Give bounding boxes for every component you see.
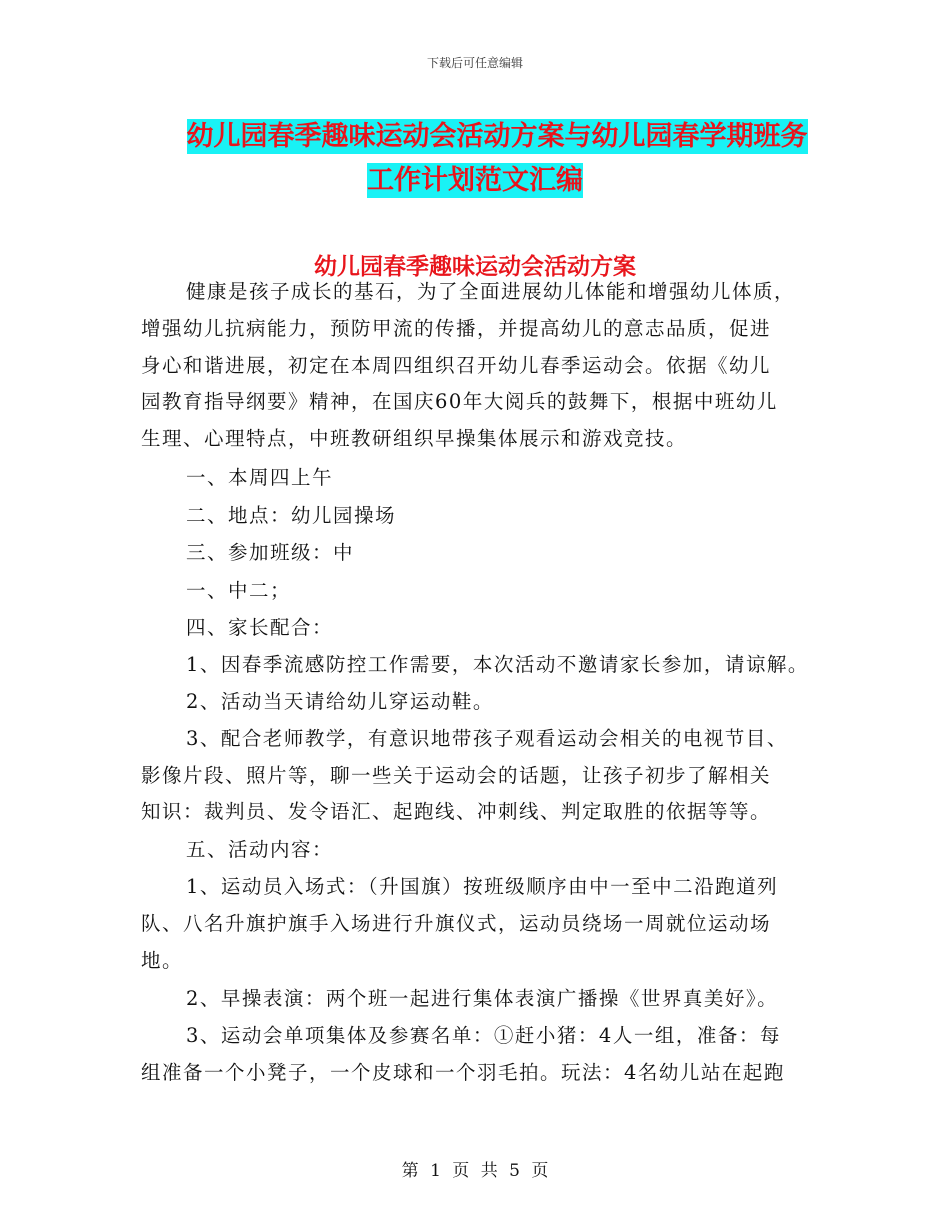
document-title-line-2 <box>0 158 950 197</box>
body-line-13: 3、配合老师教学，有意识地带孩子观看运动会相关的电视节目、 <box>186 727 788 750</box>
body-line-7: 二、地点：幼儿园操场 <box>186 504 397 527</box>
body-line-12: 2、活动当天请给幼儿穿运动鞋。 <box>186 690 494 713</box>
body-line-11: 1、因春季流感防控工作需要，本次活动不邀请家长参加，请谅解。 <box>186 653 809 676</box>
body-line-16: 五、活动内容： <box>186 838 334 861</box>
body-line-10: 四、家长配合： <box>186 616 334 639</box>
body-line-9: 一、中二； <box>186 579 292 602</box>
body-line-4: 园教育指导纲要》精神，在国庆60年大阅兵的鼓舞下，根据中班幼儿 <box>141 390 778 413</box>
body-line-8: 三、参加班级：中 <box>186 541 355 564</box>
body-line-1: 健康是孩子成长的基石，为了全面进展幼儿体能和增强幼儿体质， <box>186 280 796 303</box>
body-line-17: 1、运动员入场式：（升国旗）按班级顺序由中一至中二沿跑道列 <box>186 875 779 898</box>
body-line-14: 影像片段、照片等，聊一些关于运动会的话题，让孩子初步了解相关 <box>141 764 772 787</box>
header-note: 下载后可任意编辑 <box>426 56 523 70</box>
body-line-15: 知识：裁判员、发令语汇、起跑线、冲刺线、判定取胜的依据等等。 <box>141 800 772 823</box>
body-line-6: 一、本周四上午 <box>186 466 334 489</box>
body-line-2: 增强幼儿抗病能力，预防甲流的传播，并提高幼儿的意志品质，促进 <box>141 317 772 340</box>
page-footer: 第 1 页 共 5 页 <box>401 1161 549 1181</box>
body-line-5: 生理、心理特点，中班教研组织早操集体展示和游戏竞技。 <box>141 427 688 450</box>
document-title-line-1 <box>22 114 950 153</box>
section-title: 幼儿园春季趣味运动会活动方案 <box>314 254 636 280</box>
body-line-22: 组准备一个小凳子，一个皮球和一个羽毛拍。玩法：4名幼儿站在起跑 <box>141 1061 785 1084</box>
body-line-21: 3、运动会单项集体及参赛名单：①赶小猪：4人一组，准备：每 <box>186 1024 781 1047</box>
title-highlight-1: 幼儿园春季趣味运动会活动方案与幼儿园春学期班务 <box>186 121 808 152</box>
body-line-19: 地。 <box>141 949 184 972</box>
title-highlight-2: 工作计划范文汇编 <box>367 165 583 196</box>
body-line-18: 队、八名升旗护旗手入场进行升旗仪式，运动员绕场一周就位运动场 <box>141 912 772 935</box>
body-line-3: 身心和谐进展，初定在本周四组织召开幼儿春季运动会。依据《幼儿 <box>141 354 772 377</box>
body-line-20: 2、早操表演：两个班一起进行集体表演广播操《世界真美好》。 <box>186 987 779 1010</box>
